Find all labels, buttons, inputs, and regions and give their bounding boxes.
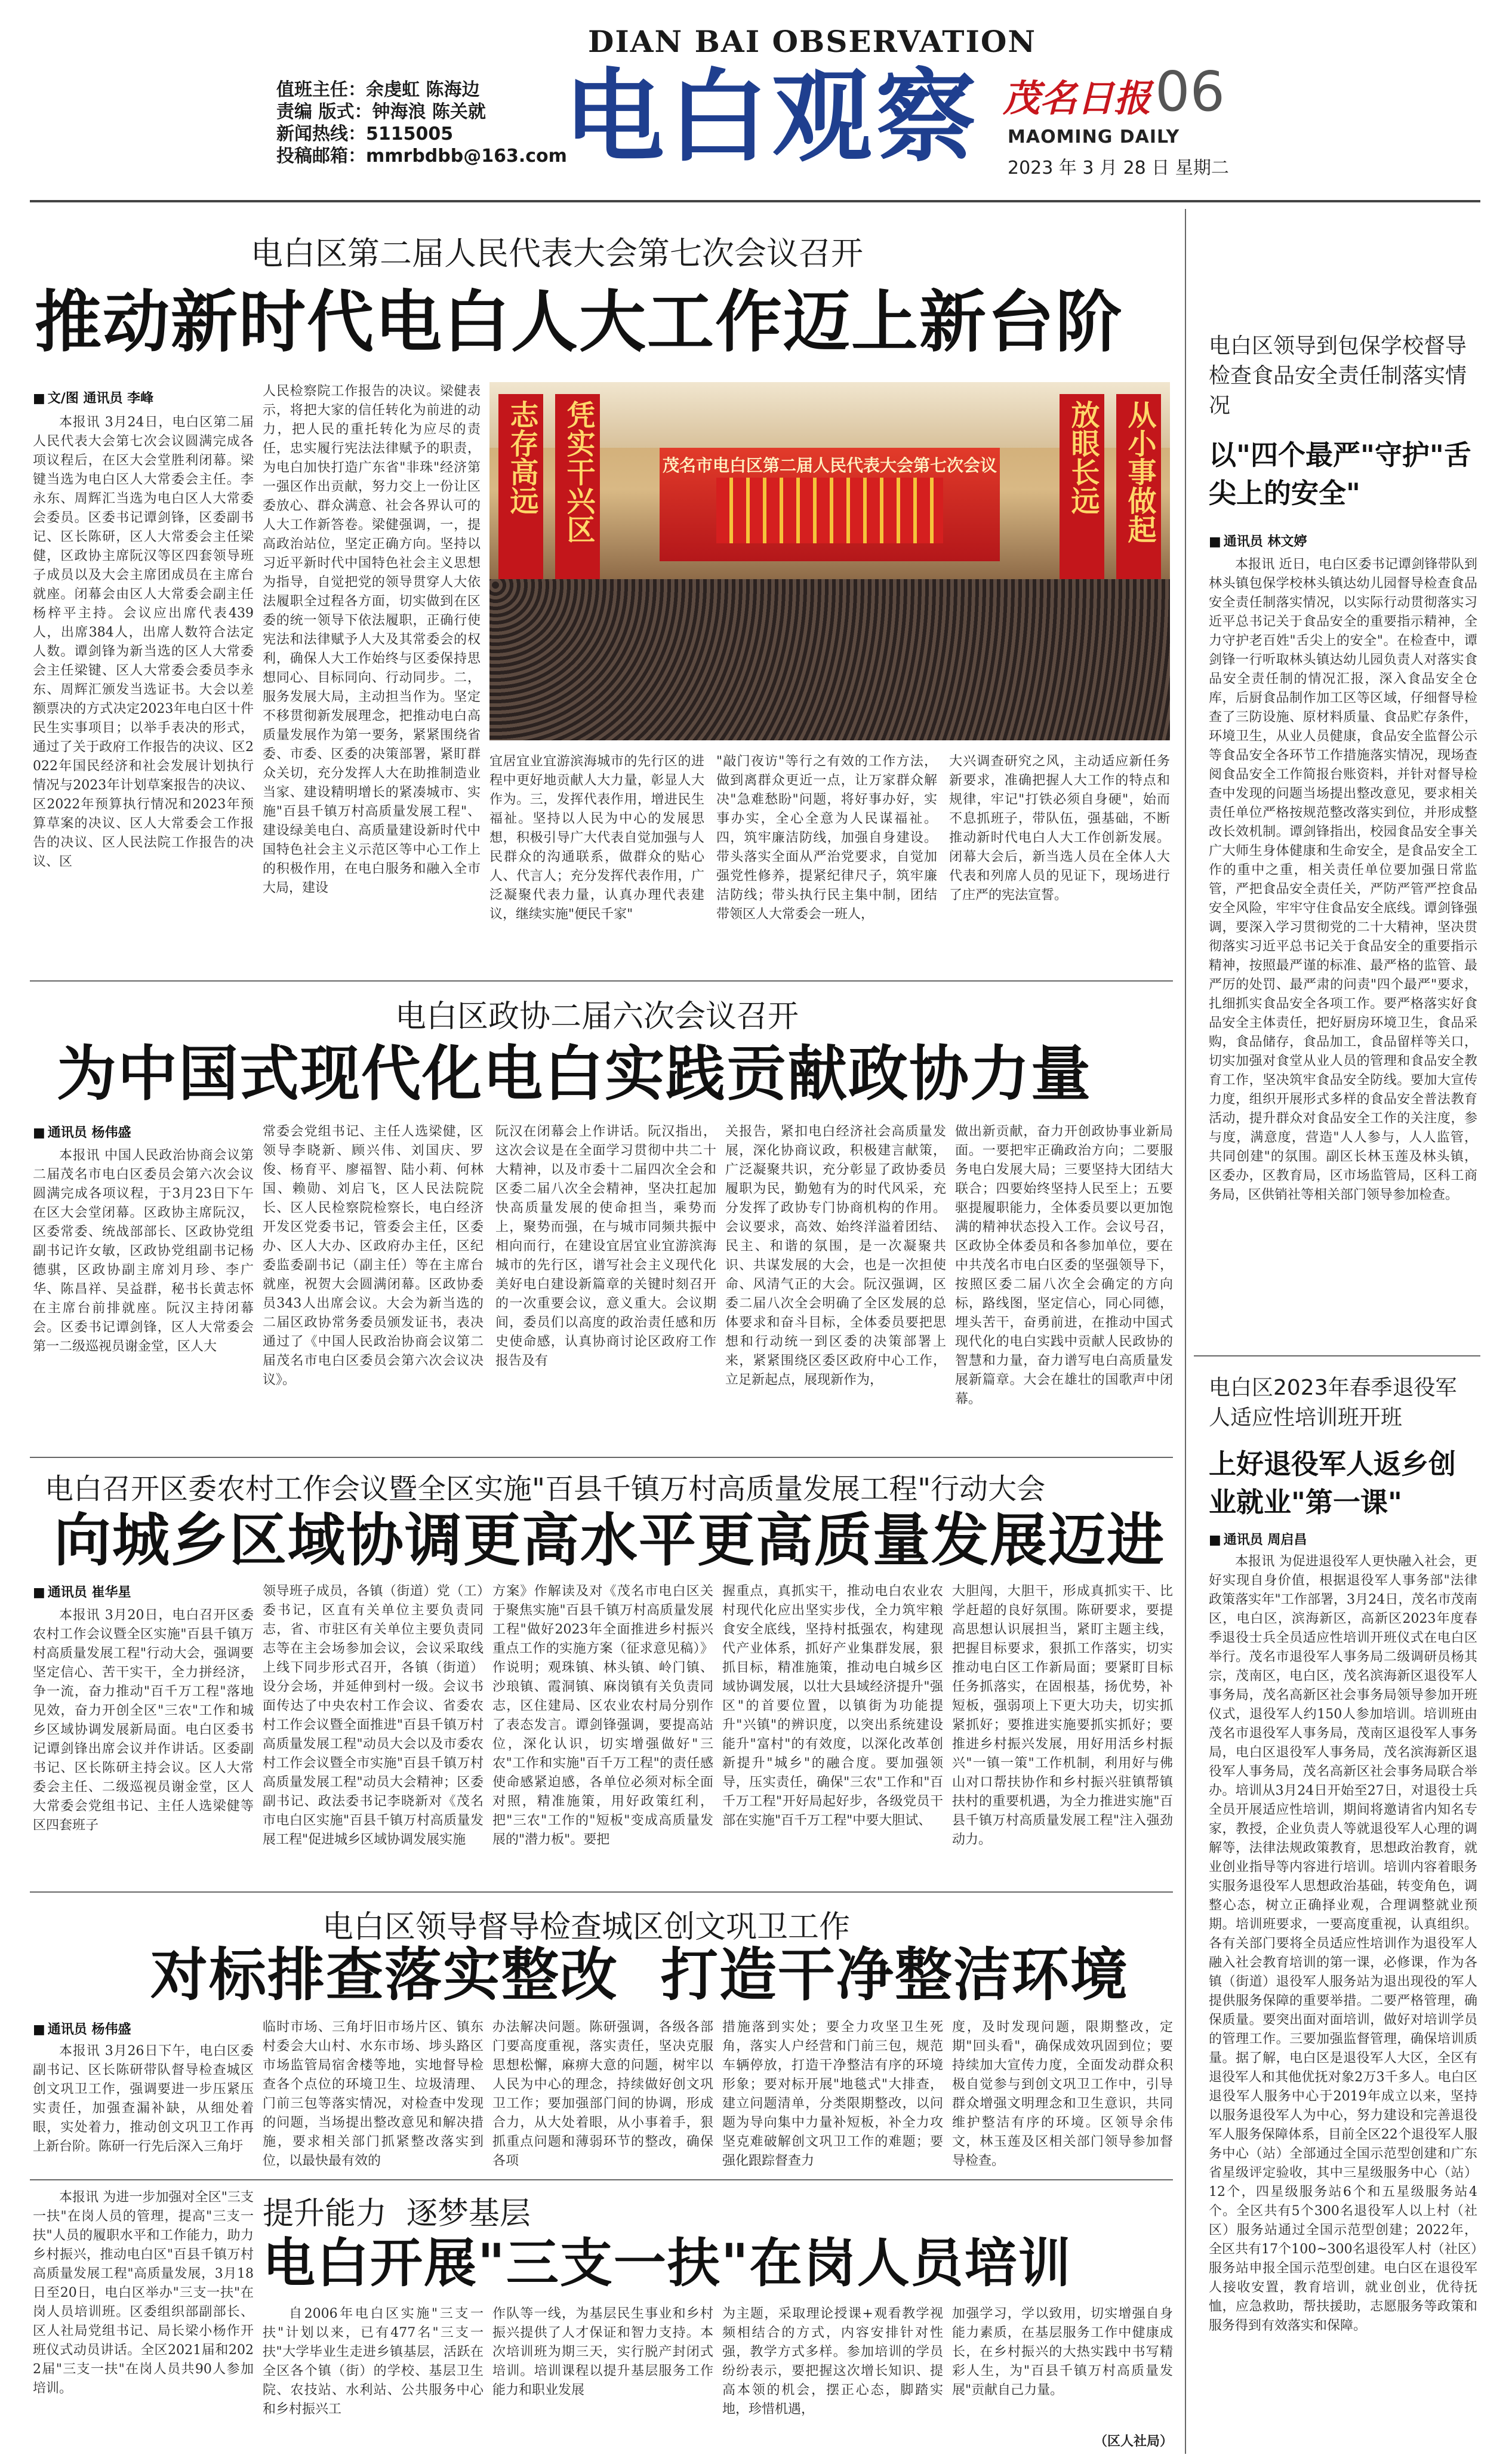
section-title: 电白观察 [564,57,980,176]
article5-title: 电白开展"三支一扶"在岗人员培训 [263,2232,1072,2294]
article2-column-1: 本报讯 中国人民政治协商会议第二届茂名市电白区委员会第六次会议圆满完成各项议程，于3月23日下午在区大会堂闭幕。区政协主席阮汉，区委常委、统战部部长、区政协党组副书记许女敏，区政协党组副书记杨德骐，区政协副主席刘月珍、李广华、陈昌祥、吴益群，秘书长黄志怀在主席台前排就座。阮汉主持闭幕会。区委书记谭剑锋，区人大常委会第一二级巡视员谢金堂，区人大 [33,1148,254,1354]
article2-column-5: 做出新贡献，奋力开创政协事业新局面。一要把牢正确政治方向；二要服务电白发展大局；三要坚持大团结大联合；四要始终坚持人民至上；五要驱提履职能力，全体委员要以更加饱满的精神状态投入工作。会议号召，区政协全体委员和各参加单位，要在中共茂名市电白区委的坚强领导下，按照区委二届八次全会确定的方向标，路线图，坚定信心，同心同德，埋头苦干，奋勇前进，在推动中国式现代化的电白实践中贡献人民政协的智慧和力量，奋力谱写电白高质量发展新篇章。大会在雄壮的国歌声中闭幕。 [955,1124,1173,1407]
article4-kicker: 电白区领导督导检查城区创文巩卫工作 [322,1909,851,1945]
masthead-editor-info [276,79,567,167]
paper-english-name: MAOMING DAILY [1008,127,1180,147]
article2-column-2: 常委会党组书记、主任人选梁健，区领导李晓新、顾兴伟、刘国庆、罗俊、杨育平、廖福智、陆小莉、何林国、赖勋、刘启飞，区人民法院院长、区人民检察院检察长，电白经济开发区党委书记，管委会主任，区委办、区人大办、区政府办主任，区纪委监委副书记（副主任）等在主席台就座，祝贺大会圆满闭幕。区政协委员343人出席会议。大会为新当选的二届区政协常务委员颁发证书，表决通过了《中国人民政治协商会议第二届茂名市电白区委员会第六次会议决议》。 [263,1124,484,1388]
photo-flags [716,478,943,543]
hotline-line: 新闻热线：5115005 [276,124,454,144]
page-number: 06 [1155,60,1225,124]
photo-meeting-banner: 茂名市电白区第二届人民代表大会第七次会议 [662,456,997,475]
editors-line: 值班主任：余虔虹 陈海边 [276,79,480,100]
paper-logo: 茂名日报 [1003,76,1151,120]
article5-lead-column: 本报讯 为进一步加强对全区"三支一扶"在岗人员的管理，提高"三支一扶"人员的履职水平和工作能力，助力乡村振兴，推动电白区"百县千镇万村高质量发展工程"高质量发展，3月18日至20日，电白区举办"三支一扶"在岗人员培训班。区委组织部副部长、区人社局党组书记、局长梁小杨作开班仪式动员讲话。全区2021届和2022届"三支一扶"在岗人员共90人参加培训。 [33,2190,254,2396]
article5-column-3: 为主题，采取理论授课+观看教学视频相结合的方式，内容安排针对性强，教学方式多样。参加培训的学员纷纷表示，要把握这次增长知识、提高本领的机会，摆正心态，脚踏实地，珍惜机遇， [722,2306,943,2417]
article3-column-2: 领导班子成员，各镇（街道）党（工）委书记，区直有关单位主要负责同志，省、市驻区有关单位主要负责同志等在主会场参加会议，会议采取线上线下同步形式召开，各镇（街道）设分会场，并延伸到村一级。会议书面传达了中央农村工作会议、省委农村工作会议暨全面推进"百县千镇万村高质量发展工程"动员大会以及市委农村工作会议暨全市实施"百县千镇万村高质量发展工程"动员大会精神；区委副书记、政法委书记李晓新对《茂名市电白区实施"百县千镇万村高质量发展工程"促进城乡区域协调发展实施 [263,1584,484,1847]
article2-byline: ■ 通讯员 杨伟盛 [33,1122,131,1141]
photo-left-slogan-2: 凭实干兴区 [562,400,595,543]
masthead-rule [30,200,1480,202]
photo-audience [489,579,1170,740]
article2-kicker: 电白区政协二届六次会议召开 [395,999,799,1035]
sidebar-section-rule [1194,1355,1480,1356]
article3-kicker: 电白召开区委农村工作会议暨全区实施"百县千镇万村高质量发展工程"行动大会 [45,1472,1046,1506]
issue-date: 2023 年 3 月 28 日 星期二 [1008,158,1229,179]
article3-byline: ■ 通讯员 崔华星 [33,1582,131,1601]
article4-column-3: 办法解决问题。陈研强调，各级各部门要高度重视，落实责任，坚决克服思想松懈，麻痹大意的问题，树牢以人民为中心的理念，持续做好创文巩卫工作；要加强部门间的协调，形成合力，从大处着眼，从小事着手，狠抓重点问题和薄弱环节的整改，确保各项 [492,2020,713,2168]
congress-photo [489,382,1170,740]
article1-column-5: 大兴调查研究之风，主动适应新任务新要求，准确把握人大工作的特点和规律，牢记"打铁必须自身硬"，始而不息抓班子，带队伍，强基础，不断推动新时代电白人大工作创新发展。闭幕大会后，新当选人员在全体人大代表和列席人员的见证下，现场进行了庄严的宪法宣誓。 [949,754,1170,903]
article3-bottom-rule [30,1891,1173,1893]
photo-left-slogan: 志存高远 [505,400,538,515]
side1-title: 以"四个最严"守护"舌尖上的安全" [1209,439,1471,509]
article1-column-2: 人民检察院工作报告的决议。梁健表示，将把大家的信任转化为前进的动力，把人民的重托转化为应尽的责任，忠实履行宪法法律赋予的职责，为电白加快打造广东省"非珠"经济第一强区作出贡献，努力交上一份让区委放心、群众满意、社会各界认可的人大工作新答卷。梁健强调，一，提高政治站位，坚定正确方向。坚持以习近平新时代中国特色社会主义思想为指导，自觉把党的领导贯穿人大依法履职全过程各方面，切实做到在区委的统一领导下依法履职，正确行使宪法和法律赋予人大及其常委会的权利，确保人大工作始终与区委保持思想同心、目标同向、行动同步。二，服务发展大局，主动担当作为。坚定不移贯彻新发展理念，把推动电白高质量发展作为第一要务，紧紧围绕省委、市委、区委的决策部署，紧盯群众关切，充分发挥人大在助推制造业当家、建设精明增长的紧凑城市、实施"百县千镇万村高质量发展工程"、建设绿美电白、高质量建设新时代中国特色社会主义示范区等中心工作上的积极作用，在电白服务和融入全市大局，建设 [263,384,481,896]
article1-title: 推动新时代电白人大工作迈上新台阶 [35,283,1123,361]
article1-column-4: "敲门夜访"等行之有效的工作方法，做到离群众更近一点，让万家群众解决"急难愁盼"问题，将好事办好，实事办实，全心全意为人民谋福祉。四，筑牢廉洁防线，加强自身建设。带头落实全面从严治党要求，自觉加强党性修养，提紧纪律尺子，筑牢廉洁防线；带头执行民主集中制，团结带领区人大常委会一班人， [716,754,937,922]
article4-column-5: 度，及时发现问题，限期整改，定期"回头看"，确保成效巩固到位；要持续加大宣传力度，全面发动群众积极自觉参与到创文巩卫工作中，引导群众增强文明理念和卫生意识，共同维护整洁有序的环境。区领导余伟文，林玉莲及区相关部门领导参加督导检查。 [952,2020,1173,2168]
article2-bottom-rule [30,1457,1173,1458]
layout-line: 责编 版式：钟海浪 陈关就 [276,101,486,122]
side1-kicker: 电白区领导到包保学校督导检查食品安全责任制落实情况 [1209,334,1467,418]
article4-column-1: 本报讯 3月26日下午，电白区委副书记、区长陈研带队督导检查城区创文巩卫工作，强调要进一步压紧压实责任，加强查漏补缺，从细处着眼，实处着力，推动创文巩卫工作再上新台阶。陈研一行先后深入三角圩 [33,2044,254,2154]
article5-kicker: 提升能力 逐梦基层 [263,2196,531,2232]
article2-column-4: 关报告，紧扣电白经济社会高质量发展，深化协商议政，积极建言献策，广泛凝聚共识，充分彰显了政协委员履职为民，勤勉有为的时代风采，充分发挥了政协专门协商机构的作用。会议要求，高效、始终洋溢着团结、民主、和谐的氛围，是一次凝聚共识、共谋发展的大会，也是一次担使命、风清气正的大会。阮汉强调，区委二届八次全会明确了全区发展的总体要求和奋斗目标，全体委员要把思想和行动统一到区委的决策部署上来，紧紧围绕区委区政府中心工作，立足新起点，展现新作为， [725,1124,946,1388]
article5-source: （区人社局） [1094,2434,1173,2449]
article3-column-4: 握重点，真抓实干，推动电白农业农村现代化应出坚实步伐，全力筑牢粮食安全底线，坚持村抵强农，构建现代产业体系，抓好产业集群发展，狠抓目标，精准施策，推动电白城乡区域协调发展，以壮大县域经济提升"强区"的首要位置，以镇街为功能提升"兴镇"的辨识度，以突出系统建设能升"富村"的有效度，以深化改革创新提升"城乡"的融合度。要加强领导，压实责任，确保"三农"工作和"百千万工程"开好局起好步，各级党员干部在实施"百千万工程"中要大胆试、 [722,1584,943,1828]
side2-byline: ■ 通讯员 周启昌 [1209,1530,1307,1548]
article4-bottom-rule [30,2179,1173,2180]
article2-column-3: 阮汉在闭幕会上作讲话。阮汉指出，这次会议是在全面学习贯彻中共二十大精神，以及市委十二届四次全会和区委二届八次全会精神，坚决扛起加快高质量发展的使命担当，乘势而上，聚势而强，在与城市同频共振中相向而行，在建设宜居宜业宜游滨海城市的先行区，谱写社会主义现代化美好电白建设新篇章的关键时刻召开的一次重要会议，意义重大。会议期间，委员们以高度的政治责任感和历史使命感，认真协商讨论区政府工作报告及有 [495,1124,716,1368]
article4-byline: ■ 通讯员 杨伟盛 [33,2019,131,2038]
side1-body: 本报讯 近日，电白区委书记谭剑锋带队到林头镇包保学校林头镇达幼儿园督导检查食品安全责任制落实情况，以实际行动贯彻落实习近平总书记关于食品安全的重要指示精神，全力守护老百姓"舌尖上的安全"。在检查中，谭剑锋一行听取林头镇达幼儿园负责人对落实食品安全责任制的情况汇报，深入食品安全仓库，后厨食品制作加工区等区域，仔细督导检查了三防设施、原材料质量、食品贮存条件，环境卫生，从业人员健康，食品安全监督公示等食品安全各环节工作措施落实情况，现场查阅食品安全工作简报台账资料，并针对督导检查中发现的问题当场提出整改意见，要求相关责任单位严格按规范整改落实到位，并形成整改长效机制。谭剑锋指出，校园食品安全事关广大师生身体健康和生命安全，是食品安全工作的重中之重，相关责任单位要加强日常监管，严把食品安全责任关，严防严管严控食品安全风险，牢牢守住食品安全底线。谭剑锋强调，要深入学习贯彻党的二十大精神，坚决贯彻落实习近平总书记关于食品安全的重要指示精神，按照最严谨的标准、最严格的监管、最严厉的处罚、最严肃的问责"四个最严"要求，扎细抓实食品安全各项工作。要严格落实好食品安全主体责任，把好厨房环境卫生，食品采购，食品储存，食品加工，食品留样等关口，切实加强对食堂从业人员的管理和食品安全教育工作，坚决筑牢食品安全防线。要加大宣传力度，组织开展形式多样的食品安全普法教育活动，提升群众对食品安全工作的关注度，参与度，满意度，营造"人人参与，人人监管，共同创建"的氛围。副区长林玉莲及林头镇，区委办，区教育局，区市场监管局，区科工商务局，区供销社等相关部门领导参加检查。 [1209,557,1477,1202]
article4-title: 对标排查落实整改 打造干净整洁环境 [150,1941,1129,2008]
side2-title: 上好退役军人返乡创业就业"第一课" [1209,1448,1456,1518]
article4-column-2: 临时市场、三角圩旧市场片区、镇东村委会大山村、水东市场、埗头路区市场监管局宿舍楼等地，实地督导检查各个点位的环境卫生、垃圾清理、门前三包等落实情况，对检查中发现的问题，当场提出整改意见和解决措施，要求相关部门抓紧整改落实到位，以最快最有效的 [263,2020,484,2168]
email-line: 投稿邮箱：mmrbdbb@163.com [276,146,567,167]
article3-column-5: 大胆闯，大胆干，形成真抓实干、比学赶超的良好氛围。陈研要求，要提高思想认识展担当，紧盯主题主线，把握目标要求，狠抓工作落实，切实推动电白区工作新局面；要紧盯目标任务抓落实，在固根基，扬优势，补短板，强弱项上下更大功夫，切实抓紧抓好；要推进实施要抓实抓好；要推进乡村振兴发展，用好用活乡村振兴"一镇一策"工作机制，利用好与佛山对口帮扶协作和乡村振兴驻镇帮镇扶村的重要机遇，为全力推进实施"百县千镇万村高质量发展工程"注入强劲动力。 [952,1584,1173,1847]
article1-column-3: 宜居宜业宜游滨海城市的先行区的进程中更好地贡献人大力量，彰显人大作为。三，发挥代表作用，增进民生福祉。坚持以人民为中心的发展思想，积极引导广大代表自觉加强与人民群众的沟通联系，做群众的贴心人、代言人；充分发挥代表作用，广泛凝聚代表力量，认真办理代表建议，继续实施"便民千家" [489,754,704,922]
article4-column-4: 措施落到实处；要全力攻坚卫生死角，落实人户经营和门前三包，规范车辆停放，打造干净整洁有序的环境形象；要对标开展"地毯式"大排查，建立问题清单，分类限期整改，以问题为导向集中力量补短板，补全力攻坚克难破解创文巩卫工作的难题；要强化跟踪督查力 [722,2020,943,2168]
side2-body: 本报讯 为促进退役军人更快融入社会，更好实现自身价值，根据退役军人事务部"法律政策落实年"工作部署，3月24日，茂名市茂南区，电白区，滨海新区，高新区2023年度春季退役士兵全员适应性培训开班仪式在电白区举行。茂名市退役军人事务局二级调研员杨其宗，茂南区，电白区，茂名滨海新区退役军人事务局，茂名高新区社会事务局领导参加开班仪式，退役军人约150人参加培训。培训班由茂名市退役军人事务局，茂南区退役军人事务局，电白区退役军人事务局，茂名滨海新区退役军人事务局，茂名高新区社会事务局联合举办。培训从3月24日开始至27日，对退役士兵全员开展适应性培训，期间将邀请省内知名专家，教授，企业负责人等就退役军人心理的调解等，法律法规政策教育，思想政治教育，就业创业指导等内容进行培训。培训内容着眼务实服务退役军人思想政治基础，转变角色，调整心态，树立正确择业观，合理调整就业预期。培训班要求，一要高度重视，认真组织。各有关部门要将全员适应性培训作为退役军人融入社会教育培训的第一课，必修课，作为各镇（街道）退役军人服务站为退出现役的军人提供服务保障的重要举措。二要严格管理，确保质量。要突出面对面培训，做好对培训学员的管理工作。三要加强监督管理，确保培训质量。据了解，电白区是退役军人大区，全区有退役军人和其他优抚对象2万3千多人。电白区退役军人服务中心于2019年成立以来，坚持以服务退役军人为中心，努力建设和完善退役军人服务保障体系，目前全区22个退役军人服务中心（站）全部通过全国示范型创建和广东省星级评定验收，其中三星级服务中心（站）12个，四星级服务站6个和五星级服务站4个。全区共有5个300名退役军人以上村（社区）服务站通过全国示范型创建；2022年，全区共有17个100~300名退役军人村（社区）服务站申报全国示范型创建。电白区在退役军人接收安置，教育培训，就业创业，优待抚恤，应急救助，帮扶援助，志愿服务等政策和服务得到有效落实和保障。 [1209,1554,1477,2333]
article1-column-1: 本报讯 3月24日，电白区第二届人民代表大会第七次会议圆满完成各项议程后，在区大会堂胜利闭幕。梁键当选为电白区人大常委会主任。李永东、周辉汇当选为电白区人大常委会委员。区委书记谭剑锋，区委副书记、区长陈研，区人大常委会主任梁健，区政协主席阮汉等区四套领导班子成员以及大会主席团成员在主席台就座。闭幕会由区人大常委会副主任杨梓平主持。会议应出席代表439人，出席384人，出席人数符合法定人数。谭剑锋为新当选的区人大常委会主任梁键、区人大常委会委员李永东、周辉汇颁发当选证书。大会以差额票决的方式决定2023年电白区十件民生实事项目；以举手表决的形式，通过了关于政府工作报告的决议、区2022年国民经济和社会发展计划执行情况与2023年计划草案报告的决议、区2022年预算执行情况和2023年预算草案的决议、区人大常委会工作报告的决议、区人民法院工作报告的决议、区 [33,415,254,869]
article1-kicker: 电白区第二届人民代表大会第七次会议召开 [251,235,863,272]
sidebar-divider [1185,209,1186,2454]
article3-title: 向城乡区域协调更高水平更高质量发展迈进 [54,1506,1165,1574]
article1-bottom-rule [30,980,1173,982]
article3-column-3: 方案》作解读及对《茂名市电白区关于聚焦实施"百县千镇万村高质量发展工程"做好2023年全面推进乡村振兴重点工作的实施方案（征求意见稿）》作说明；观珠镇、林头镇、岭门镇、沙琅镇、霞洞镇、麻岗镇有关负责同志，区住建局、区农业农村局分别作了表态发言。谭剑锋强调，要提高站位，深化认识，切实增强做好"三农"工作和实施"百千万工程"的责任感使命感紧迫感，各单位必须对标全面对照，精准施策，用好政策红利，把"三农"工作的"短板"变成高质量发展的"潜力板"。要把 [492,1584,713,1847]
article2-title: 为中国式现代化电白实践贡献政协力量 [57,1038,1092,1109]
english-section-title: DIAN BAI OBSERVATION [588,24,1037,59]
side1-byline: ■ 通讯员 林文婷 [1209,531,1307,550]
article1-byline: ■ 文/图 通讯员 李峰 [33,388,153,407]
photo-right-slogan-2: 从小事做起 [1123,400,1156,543]
article5-column-2: 作队等一线，为基层民生事业和乡村振兴提供了人才保证和智力支持。本次培训班为期三天，实行脱产封闭式培训。培训课程以提升基层服务工作能力和职业发展 [492,2306,713,2398]
side2-kicker: 电白区2023年春季退役军人适应性培训班开班 [1209,1376,1457,1430]
article5-column-4: 加强学习，学以致用，切实增强自身能力素质，在基层服务工作中健康成长，在乡村振兴的大热实践中书写精彩人生，为"百县千镇万村高质量发展"贡献自己力量。 [952,2306,1173,2398]
article5-column-1: 自2006年电白区实施"三支一扶"计划以来，已有477名"三支一扶"大学毕业生走进乡镇基层，活跃在全区各个镇（街）的学校、基层卫生院、农技站、水利站、公共服务中心和乡村振兴工 [263,2306,484,2417]
photo-right-slogan: 放眼长远 [1066,400,1100,515]
article3-column-1: 本报讯 3月20日，电白召开区委农村工作会议暨全区实施"百县千镇万村高质量发展工程"行动大会，强调要坚定信心、苦干实干，全力拼经济，争一流，奋力推动"百千万工程"落地见效，奋力开创全区"三农"工作和城乡区域协调发展新局面。电白区委书记谭剑锋出席会议并作讲话。区委副书记、区长陈研主持会议。区人大常委会主任、二级巡视员谢金堂，区人大常委会党组书记、主任人选梁健等区四套班子 [33,1608,254,1833]
